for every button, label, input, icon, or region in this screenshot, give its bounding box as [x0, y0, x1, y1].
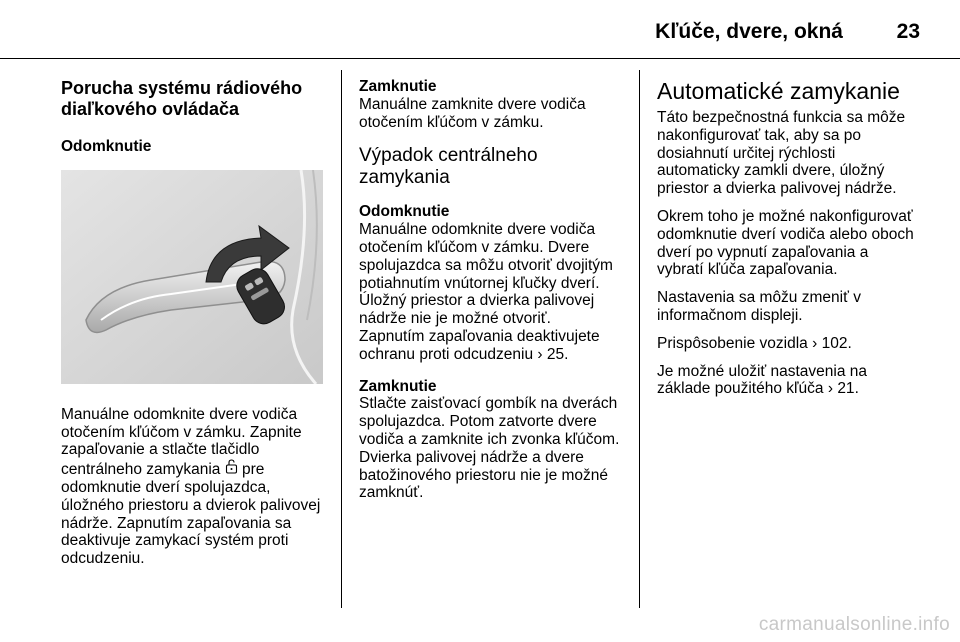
car-door-handle-with-key-icon — [61, 170, 323, 384]
chapter-title: Kľúče, dvere, okná — [655, 20, 843, 43]
reference-arrow-icon: › — [812, 334, 818, 352]
manual-unlock-instructions: Manuálne odomknite dvere vodiča otočením kľúčom v zámku. Dvere spolujazdca sa môžu otvoriť dvojitým potiahnutím vnútornej kľučky dverí. Úložný priestor a dvierka palivovej nádrže nie je možné otvoriť. Zapnutím zapaľovania deaktivujete ochranu proti odcudzeniu › 25. — [359, 221, 613, 363]
car-door-handle-image — [61, 170, 323, 384]
key-settings-ref: Je možné uložiť nastavenia na základe použitého kľúča › 21. — [657, 362, 868, 398]
reference-arrow-icon: › — [827, 380, 833, 398]
subheading-lock-2: Zamknutie — [359, 377, 437, 395]
section-heading-auto-lock: Automatické zamykanie — [657, 78, 900, 104]
section-heading-central-lock-failure: Výpadok centrálneho zamykania — [359, 145, 538, 189]
page-header — [0, 14, 960, 54]
subheading-lock: Zamknutie — [359, 78, 437, 95]
column-3 — [657, 78, 947, 408]
page-number: 23 — [896, 20, 920, 43]
column-divider-2 — [639, 70, 640, 608]
auto-lock-description: Táto bezpečnostná funkcia sa môže nakonfigurovať tak, aby sa po dosiahnutí určitej rýchlosti automaticky zamkli dvere, úložný priestor a dvierka palivovej nádrže. — [657, 109, 906, 198]
watermark: carmanualsonline.info — [758, 614, 950, 635]
settings-note: Nastavenia sa môžu zmeniť v informačnom displeji. — [657, 289, 861, 324]
section-heading-radio-failure: Porucha systému rádiového diaľkového ovládača — [61, 78, 303, 119]
vehicle-personalization-ref: Prispôsobenie vozidla › 102. — [657, 334, 852, 352]
column-1 — [61, 78, 333, 578]
unlock-instructions: Manuálne odomknite dvere vodiča otočením kľúčom v zámku. Zapnite zapaľovanie a stlačte tlačidlo centrálneho zamykania pre odomknutie dverí spolujazdca, úložného priestoru a dvierok palivovej nádrže. Zapnutím zapaľovania sa deaktivuje zamykací systém proti odcudzeniu. — [61, 405, 321, 568]
unlock-icon — [225, 459, 238, 479]
auto-unlock-description: Okrem toho je možné nakonfigurovať odomknutie dverí vodiča alebo oboch dverí po vypnutí zapaľovania a vybratí kľúča zapaľovania. — [657, 207, 914, 279]
subheading-unlock: Odomknutie — [61, 138, 152, 155]
column-2 — [359, 78, 631, 512]
reference-arrow-icon: › — [537, 345, 543, 363]
lock-instructions: Manuálne zamknite dvere vodiča otočením kľúčom v zámku. — [359, 95, 586, 131]
subheading-unlock-2: Odomknutie — [359, 203, 450, 221]
header-rule — [0, 58, 960, 59]
manual-lock-instructions: Stlačte zaisťovací gombík na dverách spolujazdca. Potom zatvorte dvere vodiča a zamknite ich zvonka kľúčom. Dvierka palivovej nádrže a dvere batožinového priestoru nie je možné zamknúť. — [359, 395, 620, 502]
column-divider-1 — [341, 70, 342, 608]
